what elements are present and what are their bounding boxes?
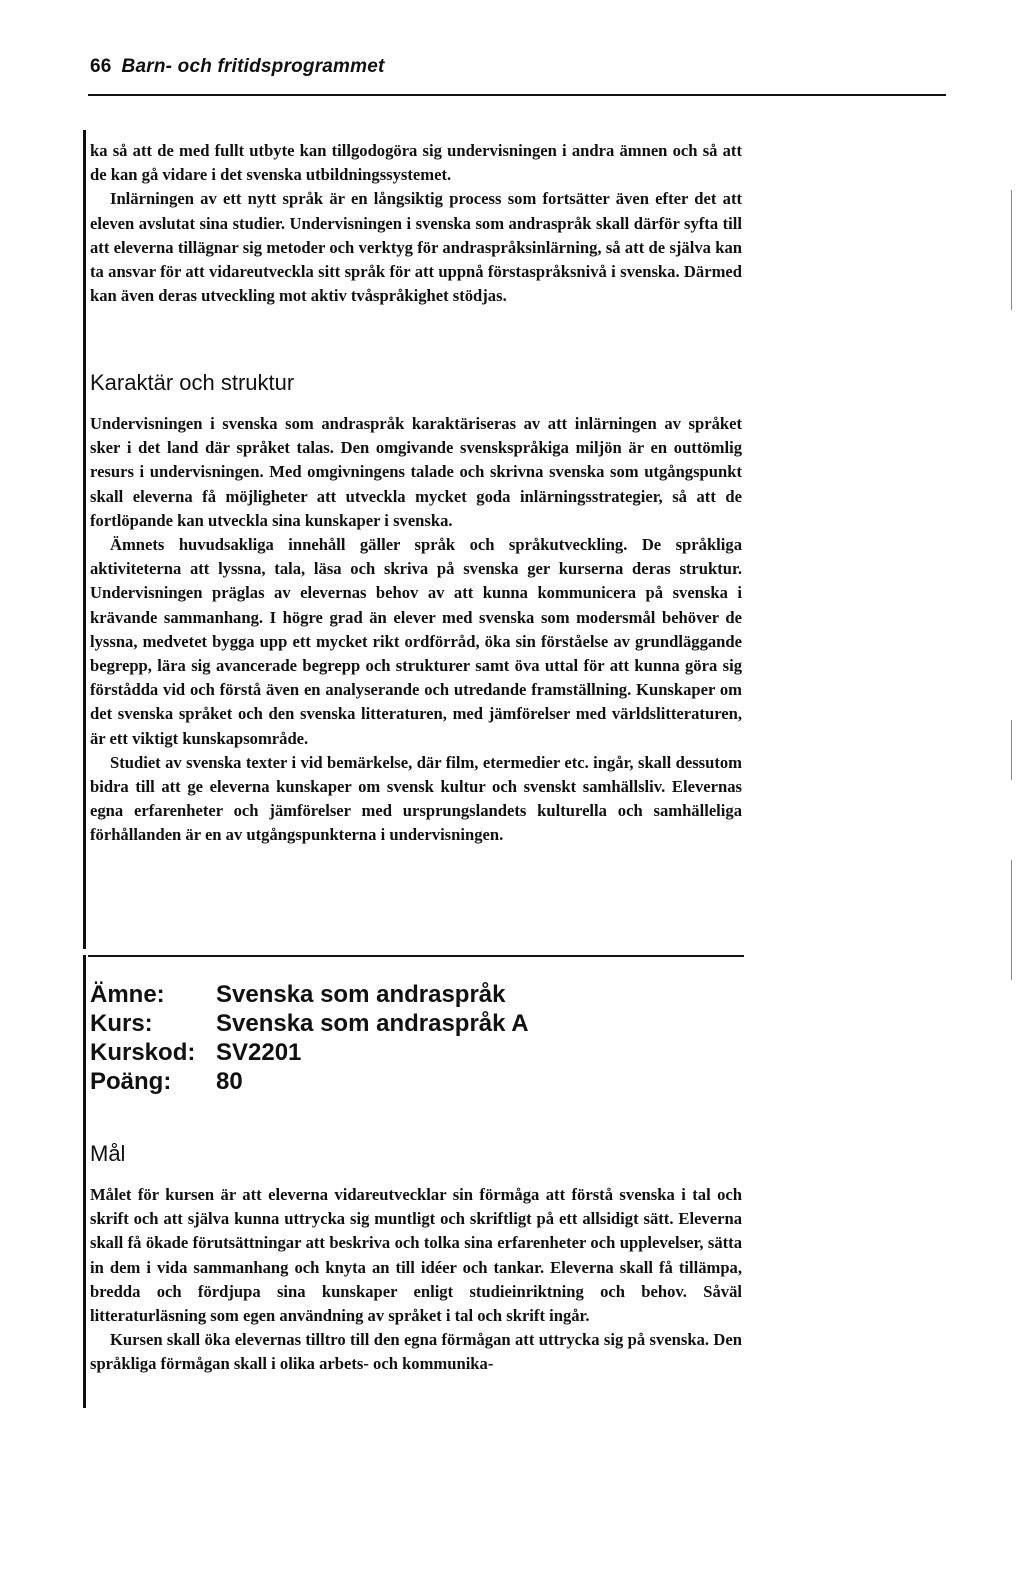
karaktar-text [90,412,742,848]
course-points-row [90,1067,529,1096]
section-divider-rule [88,955,744,957]
course-name-row [90,1009,529,1038]
scan-artifact-line [1011,860,1012,980]
code-value: SV2201 [216,1039,302,1066]
code-label: Kurskod: [90,1039,196,1066]
intro-paragraph-2: Inlärningen av ett nytt språk är en långsiktig process som fortsätter även efter det att eleven avslutat sina studier. Undervisningen i svenska som andraspråk skall därför syfta till att eleverna tillägnar sig metoder och verktyg för andraspråksinlärning, så att de själva kan ta ansvar för att vidareutveckla sitt språk för att uppnå förstaspråksnivå i svenska. Därmed kan även deras utveckling mot aktiv tvåspråkighet stödjas. [90,189,742,306]
subject-value: Svenska som andraspråk [216,981,506,1008]
karaktar-paragraph-2: Ämnets huvudsakliga innehåll gäller språk och språkutveckling. De språkliga aktiviteterna att lyssna, tala, läsa och skriva på svenska ger kurserna deras struktur. Undervisningen präglas av elevernas behov av att kunna kommunicera på svenska i krävande sammanhang. I högre grad än elever med svenska som modersmål behöver de lyssna, medvetet bygga upp ett mycket rikt ordförråd, öka sin förståelse av grundläggande begrepp, lära sig avancerade begrepp och strukturer samt öva uttal för att kunna göra sig förstådda vid och förstå även en analyserande och utredande framställning. Kunskaper om det svenska språket och den svenska litteraturen, med jämförelser med världslitteraturen, är ett viktigt kunskapsområde. [90,535,742,748]
karaktar-paragraph-1: Undervisningen i svenska som andraspråk karaktäriseras av att inlärningen av språket sker i det land där språket talas. Den omgivande svenskspråkiga miljön är en outtömlig resurs i undervisningen. Med omgivningens talade och skrivna svenska som utgångspunkt skall eleverna få möjligheter att utveckla mycket goda inlärningsstrategier, så att de fortlöpande kan utveckla sina kunskaper i svenska. [90,414,742,530]
margin-change-bar-upper [83,130,86,949]
section-heading-karaktar: Karaktär och struktur [90,370,295,395]
margin-change-bar-lower [83,955,86,1408]
subject-label: Ämne: [90,981,165,1008]
header-rule [88,94,946,96]
mal-text [90,1183,742,1377]
section-heading-mal: Mål [90,1141,126,1166]
scan-artifact-line [1011,190,1012,310]
scan-artifact-line [1011,720,1012,780]
mal-paragraph-2: Kursen skall öka elevernas tilltro till den egna förmågan att uttrycka sig på svenska. Den språkliga förmågan skall i olika arbets- och kommunika- [90,1330,742,1374]
course-info-block [90,980,529,1096]
course-value: Svenska som andraspråk A [216,1010,529,1037]
running-head [90,56,385,78]
karaktar-paragraph-3: Studiet av svenska texter i vid bemärkelse, där film, etermedier etc. ingår, skall dessutom bidra till att ge eleverna kunskaper om svensk kultur och svenskt samhällsliv. Elevernas egna erfarenheter och jämförelser med ursprungslandets kulturella och samhälleliga förhållanden är en av utgångspunkterna i undervisningen. [90,752,742,845]
course-code-row [90,1038,529,1067]
page-number: 66 [90,56,112,77]
mal-paragraph-1: Målet för kursen är att eleverna vidareutvecklar sin förmåga att förstå svenska i tal och skrift och att själva kunna uttrycka sig muntligt och skriftligt på ett allsidigt sätt. Eleverna skall få ökade förutsättningar att beskriva och tolka sina erfarenheter och upplevelser, sätta in dem i vida sammanhang och knyta an till idéer och tankar. Eleverna skall få tillämpa, bredda och fördjupa sina kunskaper enligt studieinriktning och behov. Såväl litteraturläsning som egen användning av språket i tal och skrift ingår. [90,1185,742,1326]
intro-paragraph-1: ka så att de med fullt utbyte kan tillgodogöra sig undervisningen i andra ämnen och så att de kan gå vidare i det svenska utbildningssystemet. [90,141,742,185]
course-subject-row [90,980,529,1009]
points-value: 80 [216,1068,243,1095]
points-label: Poäng: [90,1068,172,1095]
course-label: Kurs: [90,1010,153,1037]
running-title: Barn- och fritidsprogrammet [121,56,385,77]
intro-text [90,139,742,308]
